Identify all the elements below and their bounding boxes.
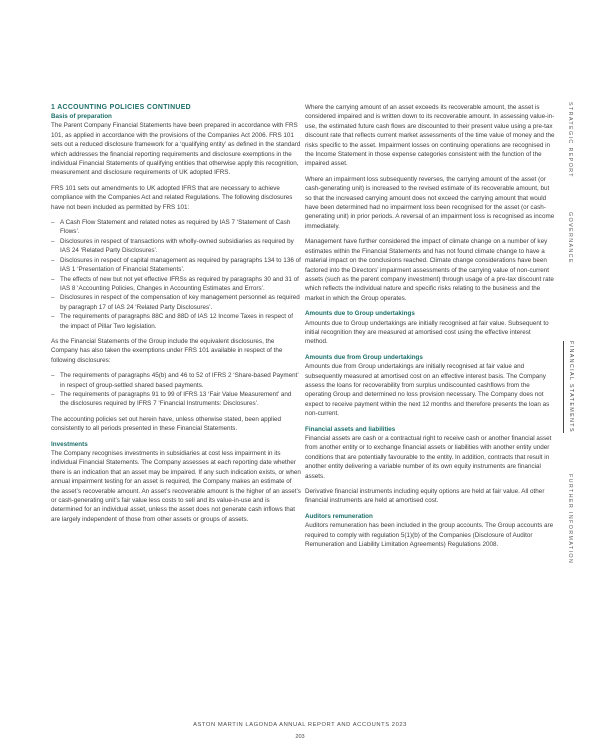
right-column <box>305 103 555 555</box>
amounts-due-from-heading: Amounts due from Group undertakings <box>305 353 423 361</box>
list-item: – The requirements of paragraphs 91 to 99 of IFRS 13 ‘Fair Value Measurement’ and the disclosures required by IFRS 7 ‘Financial Instruments: Disclosures’. <box>51 390 301 409</box>
left-column <box>51 103 301 530</box>
basis-of-preparation-heading: Basis of preparation <box>51 113 112 120</box>
section-title: 1 ACCOUNTING POLICIES CONTINUED <box>51 104 191 111</box>
nav-further-information[interactable]: FURTHER INFORMATION <box>567 474 573 565</box>
section-side-nav <box>563 96 577 565</box>
nav-strategic-report[interactable]: STRATEGIC REPORT <box>567 102 573 178</box>
auditors-remuneration-heading: Auditors remuneration <box>305 512 373 520</box>
nav-financial-statements[interactable]: FINANCIAL STATEMENTS <box>563 341 578 433</box>
amounts-due-to-heading: Amounts due to Group undertakings <box>305 310 415 318</box>
basis-paragraph-3: As the Financial Statements of the Group include the equivalent disclosures, the Company has also taken the exemptions under FRS 101 available in respect of the following disclosures: <box>51 337 283 364</box>
list-item: – The requirements of paragraphs 45(b) and 46 to 52 of IFRS 2 ‘Share-based Payment’ in respect of group-settled shared based payments. <box>51 371 301 390</box>
financial-assets-paragraph-2: Derivative financial instruments including equity options are held at fair value. All other financial instruments are held at amortised cost. <box>305 488 545 505</box>
impairment-paragraph-1: Where the carrying amount of an asset exceeds its recoverable amount, the asset is considered impaired and is written down to its recoverable amount. In assessing value-in-use, the estimated future cash flows are discounted to their present value using a pre-tax discount rate that reflects current market assessments of the time value of money and the risks specific to the asset. Impairment losses on continuing operations are recognised in the Income Statement in those expense categories consistent with the function of the impaired asset. <box>305 104 555 168</box>
financial-assets-heading: Financial assets and liabilities <box>305 425 396 433</box>
nav-governance[interactable]: GOVERNANCE <box>567 212 573 264</box>
list-item: – Disclosures in respect of capital management as required by paragraphs 134 to 136 of IAS 1 ‘Presentation of Financial Statements’. <box>51 256 301 275</box>
investments-heading: Investments <box>51 440 88 448</box>
list-item: – The effects of new but not yet effective IFRSs as required by paragraphs 30 and 31 of IAS 8 ‘Accounting Policies, Changes in Accounting Estimates and Errors’. <box>51 275 301 294</box>
exempt-disclosures-list <box>51 218 301 331</box>
auditors-remuneration-paragraph: Auditors remuneration has been included in the group accounts. The Group accounts are required to comply with regulation 5(1)(b) of the Companies (Disclosure of Auditor Remuneration and Liability Limitation Agreements) Regulations 2008. <box>305 522 554 549</box>
footer-report-title: ASTON MARTIN LAGONDA ANNUAL REPORT AND ACCOUNTS 2023 <box>193 722 407 728</box>
group-exemptions-list <box>51 371 301 409</box>
list-item: – The requirements of paragraphs 88C and 88D of IAS 12 Income Taxes in respect of the impact of Pillar Two legislation. <box>51 312 301 331</box>
amounts-due-to-paragraph: Amounts due to Group undertakings are initially recognised at fair value. Subsequent to initial recognition they are measured at amortised cost using the effective interest method. <box>305 319 549 346</box>
list-item: – Disclosures in respect of the compensation of key management personnel as required by paragraph 17 of IAS 24 ‘Related Party Disclosures’. <box>51 293 301 312</box>
financial-assets-paragraph-1: Financial assets are cash or a contractual right to receive cash or another financial asset from another entity or to exchange financial assets or liabilities with another entity under conditions that are potentially favourable to the entity. In addition, contracts that result in another entity delivering a variable number of its own equity instruments are financial assets. <box>305 435 552 480</box>
list-item: – A Cash Flow Statement and related notes as required by IAS 7 ‘Statement of Cash Flows’. <box>51 218 301 237</box>
basis-paragraph-4: The accounting policies set out herein have, unless otherwise stated, been applied consistently to all periods presented in these Financial Statements. <box>51 415 281 433</box>
climate-paragraph: Management have further considered the impact of climate change on a number of key estimates within the Financial Statements and has not found climate change to have a material impact on the conclusions reached. Climate change considerations have been factored into the Directors’ impairment assessments of the carrying value of non-current assets (such as the parent company investment) through usage of a pre-tax discount rate which reflects the individual nature and specific risks relating to the business and the market in which the Group operates. <box>305 238 554 302</box>
page-number: 203 <box>295 734 305 740</box>
basis-paragraph-1: The Parent Company Financial Statements have been prepared in accordance with FRS 101, as applied in accordance with the provisions of the Companies Act 2006. FRS 101 sets out a reduced disclosure framework for a ‘qualifying entity’ as defined in the standard which addresses the financial reporting requirements and disclosure exemptions in the individual Financial Statements of qualifying entities that otherwise apply this recognition, measurement and disclosure requirements of UK adopted IFRS. <box>51 122 301 177</box>
investments-paragraph: The Company recognises investments in subsidiaries at cost less impairment in its individual Financial Statements. The Company assesses at each reporting date whether there is an indication that an asset may be impaired. If any such indication exists, or when annual impairment testing for an asset is required, the Company makes an estimate of the asset’s recoverable amount. An asset’s recoverable amount is the higher of an asset’s or cash-generating unit’s fair value less costs to sell and its value-in-use and is determined for an individual asset, unless the asset does not generate cash inflows that are largely independent of those from other assets or groups of assets. <box>51 450 301 523</box>
impairment-paragraph-2: Where an impairment loss subsequently reverses, the carrying amount of the asset (or cash-generating unit) is increased to the revised estimate of its recoverable amount, but so that the increased carrying amount does not exceed the carrying amount that would have been determined had no impairment loss been recognised for the asset (or cash-generating unit) in prior periods. A reversal of an impairment loss is recognised as income immediately. <box>305 175 555 230</box>
amounts-due-from-paragraph: Amounts due from Group undertakings are initially recognised at fair value and subsequently measured at amortised cost on an effective interest basis. The Company assess the loans for recoverability from surplus undiscounted cashflows from the operating Group and determined no loss provision necessary. The Company does not expect to receive payment within the next 12 months and therefore presents the loan as non-current. <box>305 363 550 418</box>
basis-paragraph-2: FRS 101 sets out amendments to UK adopted IFRS that are necessary to achieve compliance with the Companies Act and related Regulations. The following disclosures have not been included as permitted by FRS 101: <box>51 184 293 211</box>
list-item: – Disclosures in respect of transactions with wholly-owned subsidiaries as required by IAS 24 ‘Related Party Disclosures’. <box>51 237 301 256</box>
